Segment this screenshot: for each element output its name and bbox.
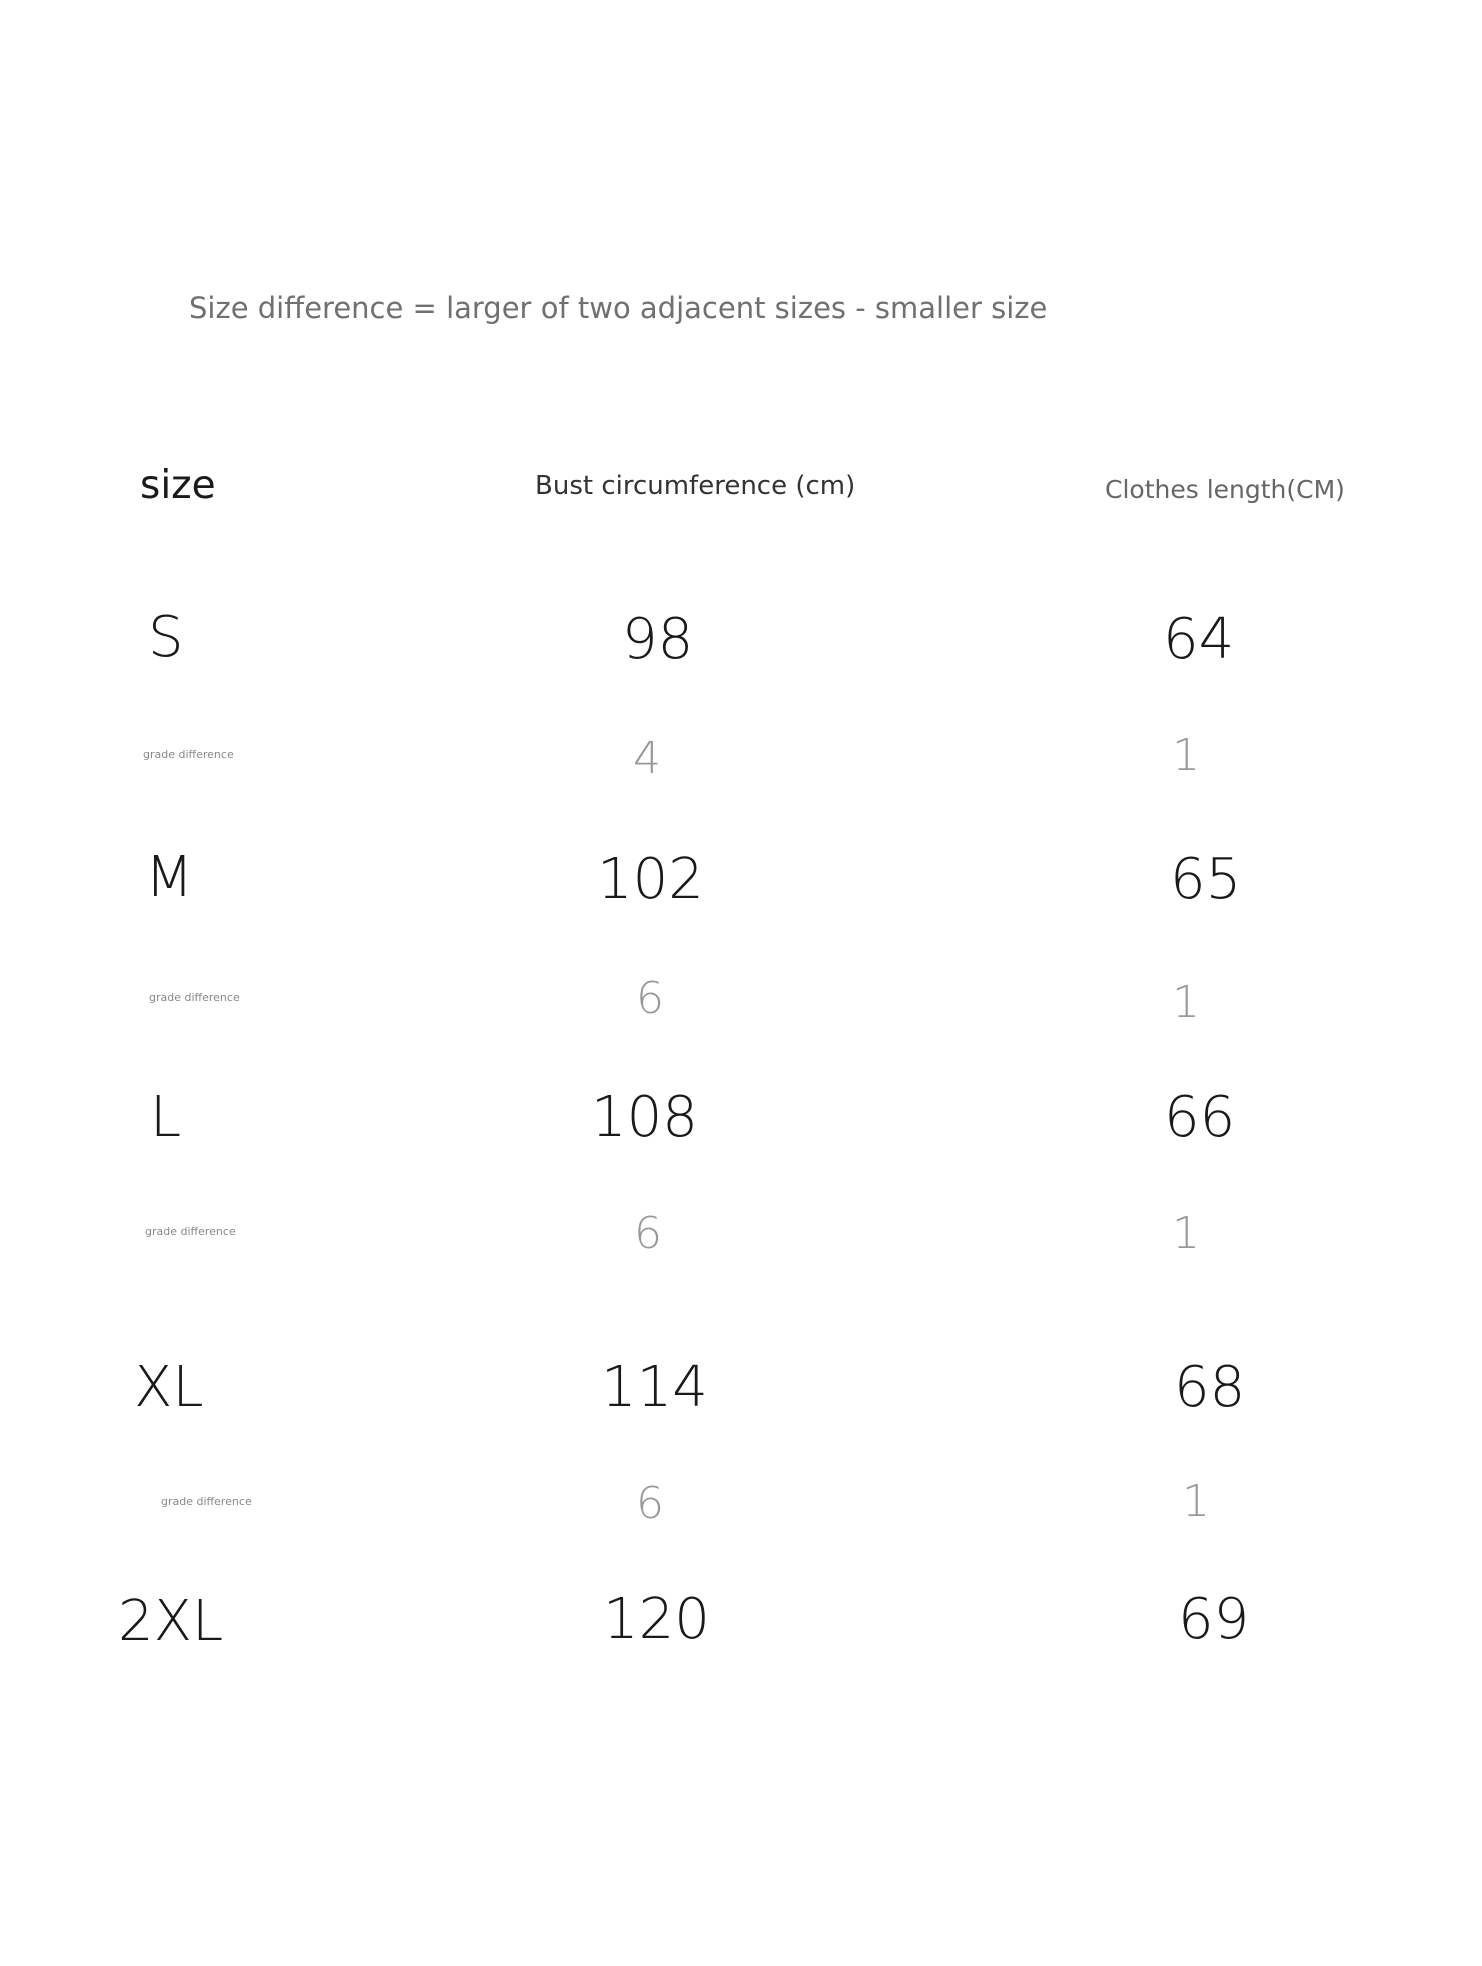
- bust-difference-value: 6: [636, 973, 664, 1024]
- length-value-xl: 68: [1174, 1355, 1246, 1420]
- length-value-l: 66: [1164, 1085, 1236, 1150]
- length-value-m: 65: [1170, 847, 1242, 912]
- size-label-m: M: [145, 845, 194, 910]
- size-label-s: S: [148, 605, 184, 670]
- bust-difference-value: 6: [636, 1478, 664, 1529]
- length-difference-value: 1: [1182, 1476, 1210, 1527]
- length-value-2xl: 69: [1178, 1587, 1250, 1652]
- header-length: Clothes length(CM): [1105, 475, 1345, 504]
- bust-value-xl: 114: [601, 1355, 708, 1420]
- grade-difference-label: grade difference: [149, 991, 240, 1004]
- bust-difference-value: 6: [634, 1208, 662, 1259]
- length-difference-value: 1: [1172, 1208, 1200, 1259]
- size-label-2xl: 2XL: [118, 1589, 224, 1654]
- bust-value-l: 108: [591, 1085, 698, 1150]
- length-value-s: 64: [1163, 607, 1235, 672]
- size-label-l: L: [150, 1085, 182, 1150]
- grade-difference-label: grade difference: [161, 1495, 252, 1508]
- header-bust: Bust circumference (cm): [535, 471, 856, 501]
- size-difference-note: Size difference = larger of two adjacent sizes - smaller size: [189, 291, 1048, 325]
- bust-value-2xl: 120: [603, 1587, 710, 1652]
- bust-difference-value: 4: [633, 733, 661, 784]
- size-label-xl: XL: [134, 1355, 204, 1420]
- grade-difference-label: grade difference: [143, 748, 234, 761]
- length-difference-value: 1: [1172, 730, 1200, 781]
- bust-value-s: 98: [622, 607, 694, 672]
- grade-difference-label: grade difference: [145, 1225, 236, 1238]
- bust-value-m: 102: [597, 847, 704, 912]
- length-difference-value: 1: [1172, 977, 1200, 1028]
- header-size: size: [140, 463, 216, 508]
